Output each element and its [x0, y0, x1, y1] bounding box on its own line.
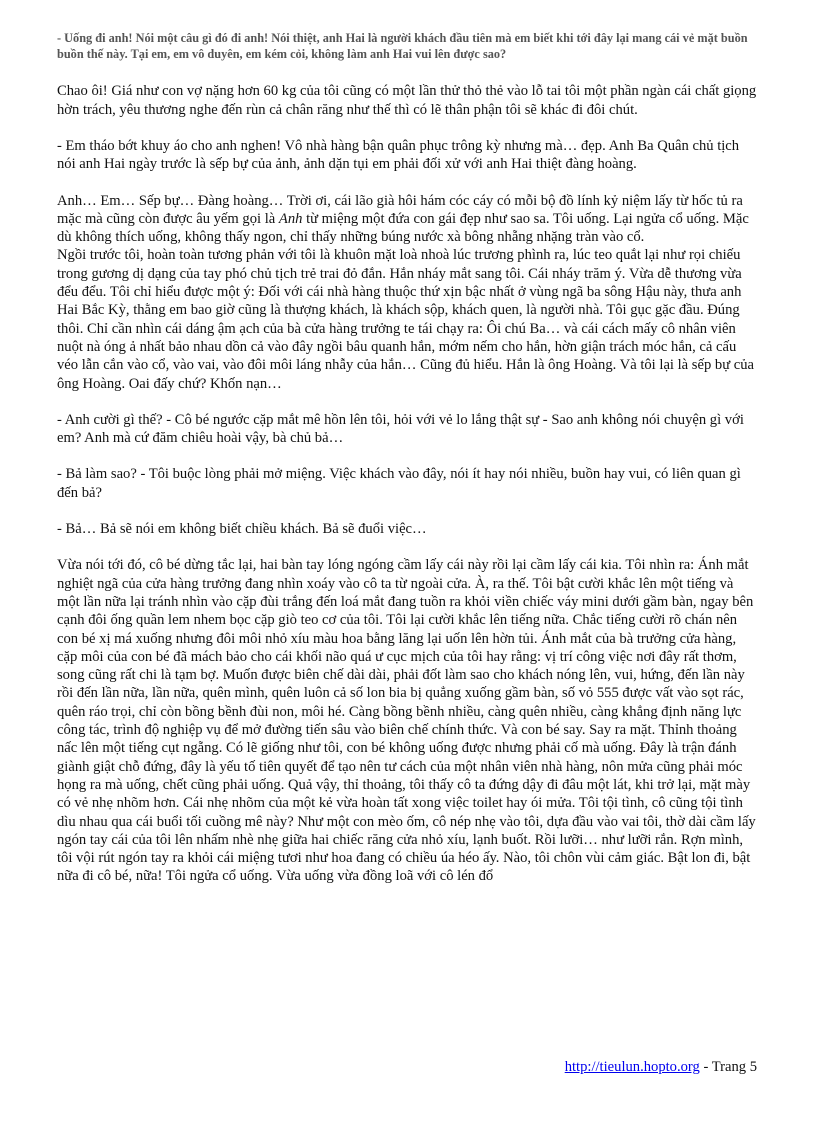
paragraph-4 — [57, 246, 758, 392]
lead-quote: - Uống đi anh! Nói một câu gì đó đi anh! Nói thiệt, anh Hai là người khách đầu tiên mà em biết khi tới đây lại mang cái vẻ mặt buồn buồn thế này. Tại em, em vô duyên, em kém cỏi, không làm anh Hai vui lên được sao? — [57, 31, 748, 62]
paragraph-text: - Anh cười gì thế? - Cô bé ngước cặp mắt mê hồn lên tôi, hỏi với vẻ lo lắng thật sự - Sao anh không nói chuyện gì với em? Anh mà cứ đăm chiêu hoài vậy, bà chủ bả… — [57, 411, 744, 447]
page-footer — [565, 1059, 757, 1076]
paragraph-7 — [57, 520, 758, 538]
site-link[interactable]: http://tieulun.hopto.org — [564, 1059, 700, 1075]
paragraph-text — [57, 192, 758, 247]
paragraph-text: - Bả làm sao? - Tôi buộc lòng phải mở miệng. Việc khách vào đây, nói ít hay nói nhiều, buồn hay vui, có liên quan gì đến bả? — [57, 466, 741, 501]
paragraph-text: - Bả… Bả sẽ nói em không biết chiều khách. Bả sẽ đuổi việc… — [57, 521, 427, 538]
paragraph-2 — [57, 137, 758, 174]
page-number: - Trang 5 — [699, 1059, 757, 1075]
paragraph-text-before: Anh… Em… Sếp bự… Đàng hoàng… Trời ơi, cái lão già hôi hám cóc cáy có mỗi bộ đồ lính kỷ niệm lấy từ hốc tủ ra mặc mà cũng còn được âu yếm gọi là — [57, 192, 743, 227]
paragraph-text: Chao ôi! Giá như con vợ nặng hơn 60 kg của tôi cũng có một lần thử thỏ thẻ vào lỗ tai tôi một phần ngàn cái chất giọng hờn trách, yêu thương nghe đến rùn cả chân răng như thế thì có lẽ thân phận tôi sẽ khác đi đôi chút. — [57, 83, 757, 118]
paragraph-1 — [57, 82, 758, 119]
paragraph-text: Ngồi trước tôi, hoàn toàn tương phản với tôi là khuôn mặt loà nhoà lúc trương phình ra, lúc teo quắt lại như rọi chiếu trong gương dị dạng của tay phó chủ tịch trẻ trai đỏ đắn. Hắn nháy mắt sang tôi. Cái nháy trăm ý. Vừa dễ thương vừa đểu đểu. Tôi chỉ hiểu được một ý: Đối với cái nhà hàng thuộc thứ xịn bậc nhất ở vùng ngã ba sông Hậu này, thưa anh Hai Bắc Kỳ, thằng em bao giờ cũng là thượng khách, là khách sộp, khách quen, là người nhà. Tôi gục gặc đầu. Đúng thôi. Chỉ cần nhìn cái dáng ậm ạch của bà cửa hàng trưởng te tái chạy ra: Ôi chú Ba… và cái cách mấy cô nhân viên nuột nà óng ả nhất bảo nhau dồn cả vào đây ngồi bâu quanh hắn, mớm nếm cho hắn, hờn giận trách móc hắn, cả cấu véo lẫn cắn vào cổ, vào vai, vào đôi môi láng nhẫy của hắn… Cũng đủ hiểu. Hắn là ông Hoàng. Và tôi lại là sếp bự của ông Hoàng. Oai đấy chứ? Khốn nạn… — [57, 247, 755, 392]
emphasized-word: Anh — [278, 210, 303, 227]
paragraph-5 — [57, 411, 758, 448]
paragraph-text-after: từ miệng một đứa con gái đẹp như sao sa. Tôi uống. Lại ngửa cổ uống. Mặc dù không thích uống, không thấy ngon, chỉ thấy những búng nước xà bông nhẵng nhặng tràn vào cổ. — [57, 210, 749, 246]
paragraph-8 — [57, 556, 758, 885]
paragraph-text: - Em tháo bớt khuy áo cho anh nghen! Vô nhà hàng bận quân phục trông kỳ nhưng mà… đẹp. Anh Ba Quân chủ tịch nói anh Hai ngày trước là sếp bự của ảnh, ảnh dặn tụi em phải đối xử với anh Hai thiệt đàng hoàng. — [57, 138, 740, 173]
paragraph-3 — [57, 192, 758, 247]
paragraph-6 — [57, 465, 758, 502]
paragraph-text: Vừa nói tới đó, cô bé dừng tắc lại, hai bàn tay lóng ngóng cầm lấy cái này rồi lại cầm lấy cái kia. Tôi nhìn ra: Ánh mắt nghiệt ngã của cửa hàng trưởng đang nhìn xoáy vào cô ta từ ngoài cửa. À, ra thế. Tôi bật cười khắc lên một tiếng và một lần nữa lại tránh nhìn vào cặp đùi trắng đến loá mắt đang tuồn ra khỏi viền chiếc váy mini dưới gầm bàn, ngay bên cạnh đôi ống quần lem nhem bọc cặp giò teo cơ của tôi. Tôi lại cười khắc lên tiếng nữa. Chắc tiếng cười rõ chán nên con bé xị má xuống nhưng đôi môi nhỏ xíu màu hoa bằng lăng lại uốn lên hờn tủi. Ánh mắt của bà trưởng cửa hàng, cặp môi của con bé đã mách bảo cho cái khối não quá ư cục mịch của tôi hay rằng: vị trí công việc nơi đây rất thơm, song cũng rất chi là tạm bợ. Muốn được biên chế dài dài, phải đốt làm sao cho khách nóng lên, vui, hứng, đến lần này rồi đến lần nữa, lần nữa, quên mình, quên luôn cả số lon bia bị quẳng xuống gầm bàn, số vỏ 555 được vất vào sọt rác, quên ráo trọi, chỉ còn bồng bềnh đùi non, môi hé. Càng bồng bềnh nhiều, càng quên nhiều, càng khẳng định năng lực công tác, trình độ nghiệp vụ để mở đường tiến sâu vào biên chế chính thức. Và con bé say. Say ra mặt. Thỉnh thoảng nấc lên một tiếng cụt ngẵng. Có lẽ giống như tôi, con bé không uống được nhưng phải cố mà uống. Đây là trận đánh giành giật chỗ đứng, đây là yếu tố tiên quyết để tạo nên tư cách của một nhân viên nhà hàng, nôn mửa cũng phải móc họng ra mà uống, chết cũng phải uống. Quả vậy, thỉ thoảng, tôi thấy cô ta đứng dậy đi đâu một lát, khi trở lại, mặt mày có vẻ nhẹ nhõm hơn. Cái nhẹ nhõm của một kẻ vừa hoàn tất xong việc toilet hay ói mửa. Tôi tội tình, cô cũng tội tình dìu nhau qua cái buổi tối cuồng mê này? Như một con mèo ốm, cô nép nhẹ vào tôi, dựa đầu vào vai tôi, thờ dài cầm lấy ngón tay cái của tôi lên nhấm nhè nhẹ giữa hai chiếc răng cửa nhỏ xíu, lạnh buốt. Rồi lưỡi… như lưỡi rắn. Rợn mình, tôi vội rút ngón tay ra khỏi cái miệng tươi như hoa đang có chiều úa héo ấy. Nào, tôi chôn vùi cảm giác. Bật lon đi, bật nữa đi cô bé, nữa! Tôi ngửa cổ uống. Vừa uống vừa đồng loã với cô lén đổ — [57, 557, 756, 885]
